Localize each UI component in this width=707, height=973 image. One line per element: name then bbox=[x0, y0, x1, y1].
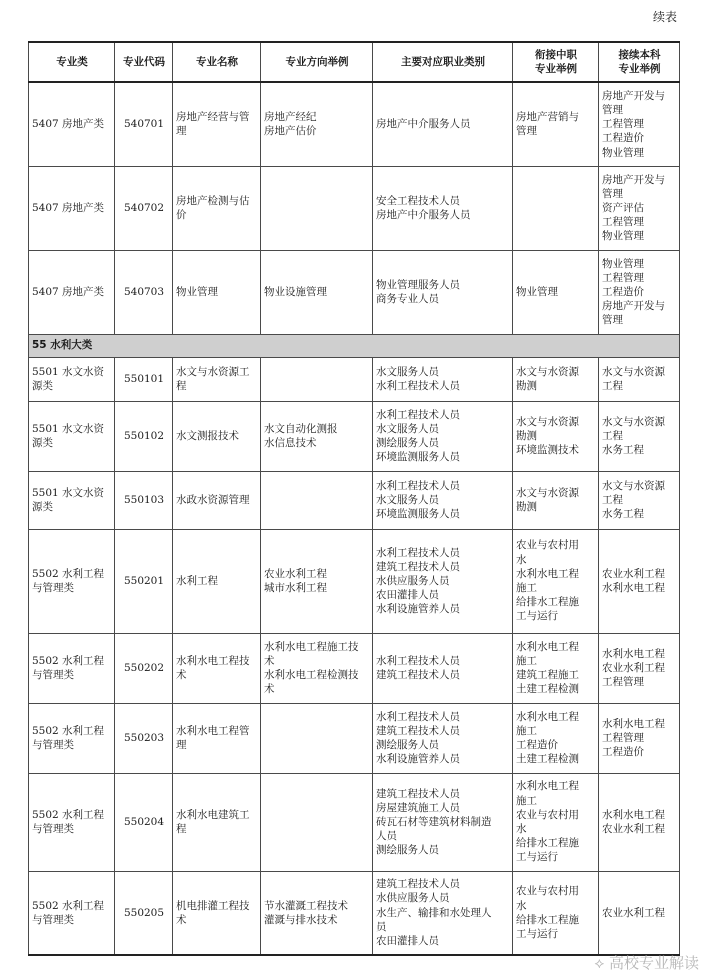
cell-secondary bbox=[513, 166, 599, 250]
cell-category: 5502 水利工程 与管理类 bbox=[29, 871, 115, 955]
cell-name: 水利工程 bbox=[173, 529, 261, 633]
cell-occupation: 物业管理服务人员 商务专业人员 bbox=[373, 250, 513, 334]
cell-direction: 房地产经纪 房地产估价 bbox=[261, 82, 373, 166]
cell-occupation: 水利工程技术人员 建筑工程技术人员 水供应服务人员 农田灌排人员 水利设施管养人员 bbox=[373, 529, 513, 633]
cell-category: 5502 水利工程 与管理类 bbox=[29, 703, 115, 773]
cell-occupation: 水利工程技术人员 建筑工程技术人员 测绘服务人员 水利设施管养人员 bbox=[373, 703, 513, 773]
cell-undergrad: 水利水电工程 农业水利工程 bbox=[599, 773, 680, 871]
cell-code: 550102 bbox=[115, 401, 173, 471]
cell-undergrad: 水文与水资源 工程 水务工程 bbox=[599, 471, 680, 529]
cell-category: 5501 水文水资 源类 bbox=[29, 357, 115, 401]
cell-direction: 物业设施管理 bbox=[261, 250, 373, 334]
table-row bbox=[29, 529, 680, 633]
cell-occupation: 建筑工程技术人员 水供应服务人员 水生产、输排和水处理人 员 农田灌排人员 bbox=[373, 871, 513, 955]
cell-name: 水政水资源管理 bbox=[173, 471, 261, 529]
cell-occupation: 水利工程技术人员 水文服务人员 环境监测服务人员 bbox=[373, 471, 513, 529]
cell-code: 550101 bbox=[115, 357, 173, 401]
cell-code: 540703 bbox=[115, 250, 173, 334]
cell-code: 550205 bbox=[115, 871, 173, 955]
cell-code: 540702 bbox=[115, 166, 173, 250]
cell-name: 水利水电工程技 术 bbox=[173, 633, 261, 703]
section-row bbox=[29, 334, 680, 357]
table-row bbox=[29, 82, 680, 166]
cell-direction bbox=[261, 357, 373, 401]
cell-category: 5501 水文水资 源类 bbox=[29, 401, 115, 471]
header-undergrad: 接续本科 专业举例 bbox=[599, 42, 680, 82]
cell-name: 水利水电工程管 理 bbox=[173, 703, 261, 773]
cell-name: 房地产经营与管 理 bbox=[173, 82, 261, 166]
cell-occupation: 房地产中介服务人员 bbox=[373, 82, 513, 166]
cell-undergrad: 水利水电工程 工程管理 工程造价 bbox=[599, 703, 680, 773]
cell-category: 5501 水文水资 源类 bbox=[29, 471, 115, 529]
cell-category: 5407 房地产类 bbox=[29, 82, 115, 166]
cell-name: 机电排灌工程技 术 bbox=[173, 871, 261, 955]
table-row bbox=[29, 773, 680, 871]
cell-category: 5407 房地产类 bbox=[29, 250, 115, 334]
cell-undergrad: 房地产开发与 管理 工程管理 工程造价 物业管理 bbox=[599, 82, 680, 166]
cell-secondary: 水利水电工程 施工 农业与农村用 水 给排水工程施 工与运行 bbox=[513, 773, 599, 871]
cell-undergrad: 物业管理 工程管理 工程造价 房地产开发与 管理 bbox=[599, 250, 680, 334]
cell-direction: 水利水电工程施工技 术 水利水电工程检测技 术 bbox=[261, 633, 373, 703]
cell-name: 房地产检测与估 价 bbox=[173, 166, 261, 250]
cell-occupation: 水文服务人员 水利工程技术人员 bbox=[373, 357, 513, 401]
cell-occupation: 水利工程技术人员 水文服务人员 测绘服务人员 环境监测服务人员 bbox=[373, 401, 513, 471]
header-secondary: 衔接中职 专业举例 bbox=[513, 42, 599, 82]
cell-category: 5407 房地产类 bbox=[29, 166, 115, 250]
cell-direction: 节水灌溉工程技术 灌溉与排水技术 bbox=[261, 871, 373, 955]
header-code: 专业代码 bbox=[115, 42, 173, 82]
cell-undergrad: 房地产开发与 管理 资产评估 工程管理 物业管理 bbox=[599, 166, 680, 250]
cell-direction bbox=[261, 471, 373, 529]
table-row bbox=[29, 471, 680, 529]
cell-category: 5502 水利工程 与管理类 bbox=[29, 633, 115, 703]
cell-code: 550202 bbox=[115, 633, 173, 703]
cell-name: 水利水电建筑工 程 bbox=[173, 773, 261, 871]
section-label: 55 水利大类 bbox=[29, 334, 680, 357]
cell-undergrad: 农业水利工程 水利水电工程 bbox=[599, 529, 680, 633]
table-row bbox=[29, 703, 680, 773]
cell-code: 550203 bbox=[115, 703, 173, 773]
table-body bbox=[29, 82, 680, 955]
cell-secondary: 水文与水资源 勘测 bbox=[513, 357, 599, 401]
header-occupation: 主要对应职业类别 bbox=[373, 42, 513, 82]
cell-undergrad: 水文与水资源 工程 bbox=[599, 357, 680, 401]
header-name: 专业名称 bbox=[173, 42, 261, 82]
cell-code: 550204 bbox=[115, 773, 173, 871]
watermark: ⟡ 高校专业解读 bbox=[594, 954, 699, 972]
cell-name: 物业管理 bbox=[173, 250, 261, 334]
cell-direction: 水文自动化测报 水信息技术 bbox=[261, 401, 373, 471]
cell-secondary: 水利水电工程 施工 工程造价 土建工程检测 bbox=[513, 703, 599, 773]
cell-secondary: 农业与农村用 水 给排水工程施 工与运行 bbox=[513, 871, 599, 955]
table-row bbox=[29, 401, 680, 471]
continued-label: 续表 bbox=[652, 10, 677, 24]
program-table bbox=[28, 41, 680, 956]
cell-category: 5502 水利工程 与管理类 bbox=[29, 529, 115, 633]
cell-code: 550201 bbox=[115, 529, 173, 633]
cell-code: 540701 bbox=[115, 82, 173, 166]
cell-direction bbox=[261, 703, 373, 773]
cell-occupation: 安全工程技术人员 房地产中介服务人员 bbox=[373, 166, 513, 250]
cell-secondary: 水利水电工程 施工 建筑工程施工 土建工程检测 bbox=[513, 633, 599, 703]
header-category: 专业类 bbox=[29, 42, 115, 82]
table-row bbox=[29, 357, 680, 401]
cell-undergrad: 水文与水资源 工程 水务工程 bbox=[599, 401, 680, 471]
cell-category: 5502 水利工程 与管理类 bbox=[29, 773, 115, 871]
cell-name: 水文与水资源工 程 bbox=[173, 357, 261, 401]
cell-undergrad: 水利水电工程 农业水利工程 工程管理 bbox=[599, 633, 680, 703]
table-row bbox=[29, 633, 680, 703]
cell-direction bbox=[261, 166, 373, 250]
table-row bbox=[29, 166, 680, 250]
header-direction: 专业方向举例 bbox=[261, 42, 373, 82]
cell-occupation: 建筑工程技术人员 房屋建筑施工人员 砖瓦石材等建筑材料制造 人员 测绘服务人员 bbox=[373, 773, 513, 871]
cell-undergrad: 农业水利工程 bbox=[599, 871, 680, 955]
cell-occupation: 水利工程技术人员 建筑工程技术人员 bbox=[373, 633, 513, 703]
cell-direction: 农业水利工程 城市水利工程 bbox=[261, 529, 373, 633]
cell-secondary: 房地产营销与 管理 bbox=[513, 82, 599, 166]
cell-secondary: 农业与农村用 水 水利水电工程 施工 给排水工程施 工与运行 bbox=[513, 529, 599, 633]
cell-secondary: 物业管理 bbox=[513, 250, 599, 334]
table-row bbox=[29, 250, 680, 334]
cell-direction bbox=[261, 773, 373, 871]
table-header-row bbox=[29, 42, 680, 82]
cell-secondary: 水文与水资源 勘测 bbox=[513, 471, 599, 529]
cell-code: 550103 bbox=[115, 471, 173, 529]
cell-name: 水文测报技术 bbox=[173, 401, 261, 471]
table-row bbox=[29, 871, 680, 955]
cell-secondary: 水文与水资源 勘测 环境监测技术 bbox=[513, 401, 599, 471]
